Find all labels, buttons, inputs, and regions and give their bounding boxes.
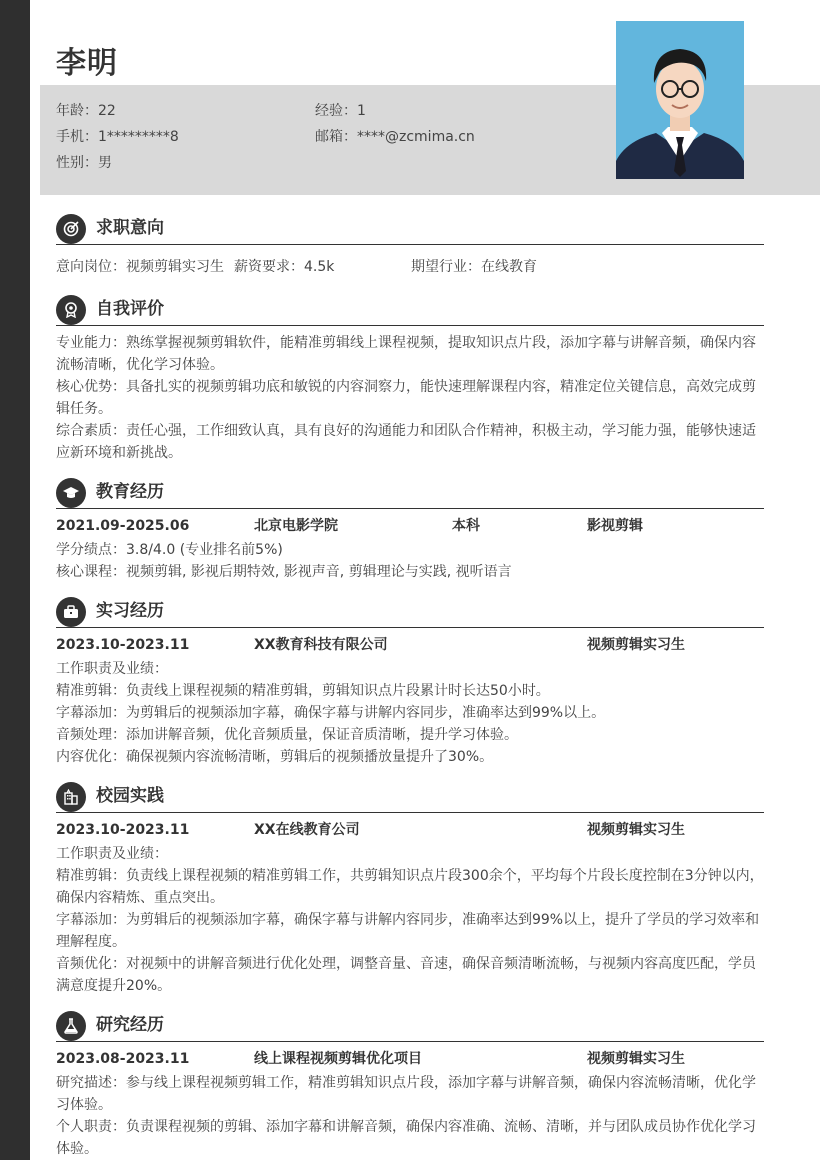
education-date: 2021.09-2025.06: [56, 518, 190, 534]
campus-line: 音频优化：对视频中的讲解音频进行优化处理，调整音量、音速，确保音频清晰流畅，与视频内容高度匹配，学员满意度提升20%。: [56, 956, 756, 994]
self-eval-line: 专业能力：熟练掌握视频剪辑软件，能精准剪辑线上课程视频，提取知识点片段，添加字幕与讲解音频，确保内容流畅清晰，优化学习体验。: [56, 335, 756, 373]
section-intent-header: [56, 214, 764, 245]
research-date: 2023.08-2023.11: [56, 1051, 190, 1067]
campus-company: XX在线教育公司: [254, 822, 360, 838]
section-internship-header: [56, 597, 764, 628]
section-self-eval-header: [56, 295, 764, 326]
education-row: [56, 515, 764, 537]
self-eval-line: 核心优势：具备扎实的视频剪辑功底和敏锐的内容洞察力，能快速理解课程内容，精准定位关键信息，高效完成剪辑任务。: [56, 379, 756, 417]
education-gpa: 学分绩点：3.8/4.0 (专业排名前5%): [56, 542, 283, 558]
badge-icon: [56, 295, 86, 325]
section-campus-title: 校园实践: [96, 786, 164, 806]
research-line: 研究描述：参与线上课程视频剪辑工作，精准剪辑知识点片段，添加字幕与讲解音频，确保内容流畅清晰，优化学习体验。: [56, 1075, 756, 1113]
internship-role: 视频剪辑实习生: [587, 637, 685, 653]
internship-company: XX教育科技有限公司: [254, 637, 388, 653]
education-major: 影视剪辑: [587, 518, 643, 534]
email-field: 邮箱：****@zcmima.cn: [315, 129, 475, 145]
research-role: 视频剪辑实习生: [587, 1051, 685, 1067]
profile-photo: [616, 21, 744, 179]
flask-icon: [56, 1011, 86, 1041]
phone-field: 手机：1*********8: [56, 129, 179, 145]
section-intent-title: 求职意向: [96, 218, 164, 238]
internship-line: 字幕添加：为剪辑后的视频添加字幕，确保字幕与讲解内容同步，准确率达到99%以上。: [56, 705, 606, 721]
building-icon: [56, 782, 86, 812]
research-row: [56, 1048, 764, 1070]
intent-position: 意向岗位：视频剪辑实习生: [56, 259, 224, 275]
briefcase-icon: [56, 597, 86, 627]
research-line: 个人职责：负责课程视频的剪辑、添加字幕和讲解音频，确保内容准确、流畅、清晰，并与团队成员协作优化学习体验。: [56, 1119, 756, 1157]
section-education-header: [56, 478, 764, 509]
research-project: 线上课程视频剪辑优化项目: [254, 1051, 422, 1067]
candidate-name: 李明: [56, 46, 118, 81]
target-icon: [56, 214, 86, 244]
campus-row: [56, 819, 764, 841]
internship-date: 2023.10-2023.11: [56, 637, 190, 653]
section-internship-title: 实习经历: [96, 601, 164, 621]
internship-line: 工作职责及业绩：: [56, 661, 168, 677]
graduation-cap-icon: [56, 478, 86, 508]
internship-line: 音频处理：添加讲解音频，优化音频质量，保证音质清晰，提升学习体验。: [56, 727, 518, 743]
internship-line: 精准剪辑：负责线上课程视频的精准剪辑，剪辑知识点片段累计时长达50小时。: [56, 683, 550, 699]
section-research-header: [56, 1011, 764, 1042]
age-field: 年龄：22: [56, 103, 116, 119]
gender-field: 性别：男: [56, 155, 112, 171]
intent-industry: 期望行业：在线教育: [411, 259, 537, 275]
campus-date: 2023.10-2023.11: [56, 822, 190, 838]
left-sidebar-bar: [0, 0, 30, 1160]
self-eval-line: 综合素质：责任心强，工作细致认真，具有良好的沟通能力和团队合作精神，积极主动，学习能力强，能够快速适应新环境和新挑战。: [56, 423, 756, 461]
section-campus-header: [56, 782, 764, 813]
section-education-title: 教育经历: [96, 482, 164, 502]
education-school: 北京电影学院: [254, 518, 338, 534]
section-research-title: 研究经历: [96, 1015, 164, 1035]
campus-line: 字幕添加：为剪辑后的视频添加字幕，确保字幕与讲解内容同步，准确率达到99%以上，提升了学员的学习效率和理解程度。: [56, 912, 760, 950]
internship-row: [56, 634, 764, 656]
section-self-eval-title: 自我评价: [96, 299, 164, 319]
intent-salary: 薪资要求：4.5k: [234, 259, 335, 275]
experience-field: 经验：1: [315, 103, 366, 119]
education-degree: 本科: [452, 518, 480, 534]
education-courses: 核心课程：视频剪辑, 影视后期特效, 影视声音, 剪辑理论与实践, 视听语言: [56, 564, 512, 580]
campus-role: 视频剪辑实习生: [587, 822, 685, 838]
campus-line: 工作职责及业绩：: [56, 846, 168, 862]
internship-line: 内容优化：确保视频内容流畅清晰，剪辑后的视频播放量提升了30%。: [56, 749, 494, 765]
campus-line: 精准剪辑：负责线上课程视频的精准剪辑工作，共剪辑知识点片段300余个，平均每个片段长度控制在3分钟以内，确保内容精炼、重点突出。: [56, 868, 764, 906]
